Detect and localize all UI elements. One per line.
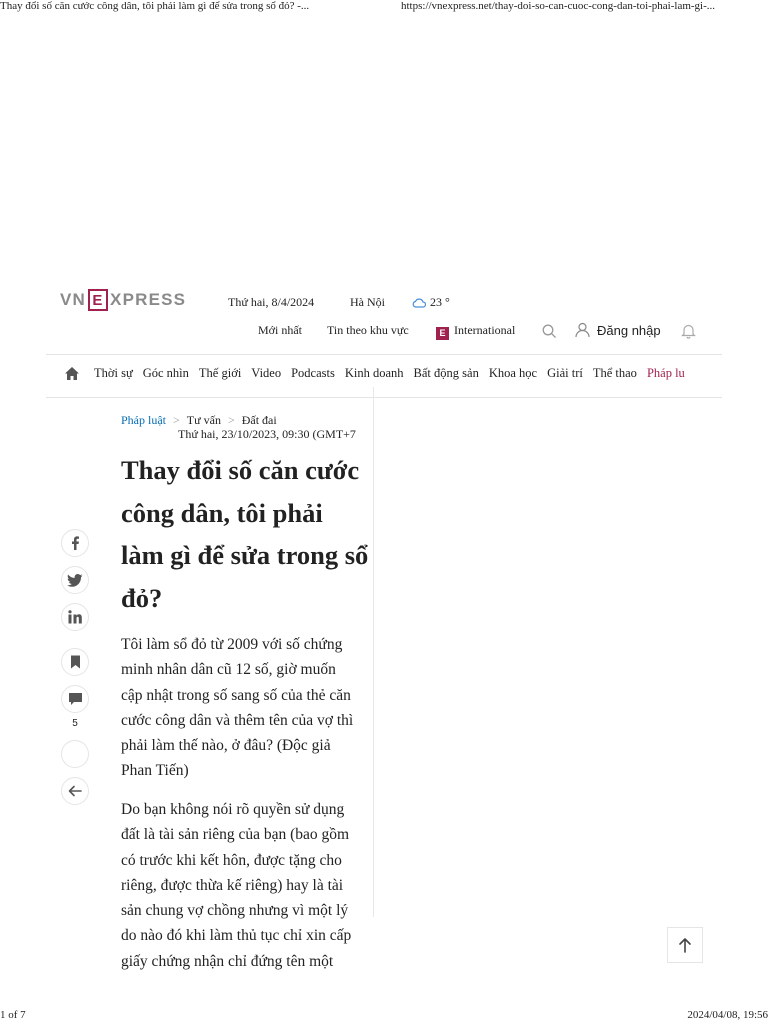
nav-item-the-gioi[interactable]: Thế giới bbox=[198, 366, 242, 380]
bookmark-icon bbox=[70, 655, 81, 669]
bookmark-button[interactable] bbox=[61, 648, 89, 676]
breadcrumb-dat-dai[interactable]: Đất đai bbox=[241, 413, 277, 427]
login-button[interactable] bbox=[575, 322, 661, 338]
facebook-icon bbox=[69, 536, 81, 550]
international-badge-icon: E bbox=[436, 327, 449, 340]
international-label: International bbox=[454, 323, 516, 337]
twitter-share-button[interactable] bbox=[61, 566, 89, 594]
article-body: Do bạn không nói rõ quyền sử dụng đất là tài sản riêng của bạn (bao gồm có trước khi kết hôn, được tặng cho riêng, được thừa kế riêng) hay là tài sản chung vợ chồng nhưng vì một lý do nào đó khi làm thủ tục chỉ xin cấp giấy chứng nhận chỉ đứng tên một bbox=[121, 801, 352, 970]
chevron-right-icon: > bbox=[173, 413, 180, 427]
nav-item-phap-luat[interactable]: Pháp lu bbox=[646, 366, 685, 380]
print-timestamp: 2024/04/08, 19:56 bbox=[687, 1009, 768, 1021]
header-date: Thứ hai, 8/4/2024 bbox=[228, 295, 315, 309]
back-to-top-button[interactable] bbox=[667, 927, 703, 963]
print-page-number: 1 of 7 bbox=[0, 1009, 26, 1021]
facebook-share-button[interactable] bbox=[61, 529, 89, 557]
nav-item-giai-tri[interactable]: Giải trí bbox=[547, 366, 583, 380]
print-page-title: Thay đổi số căn cước công dân, tôi phải làm gì để sửa trong sổ đỏ? -... bbox=[0, 0, 310, 12]
login-label: Đăng nhập bbox=[597, 322, 661, 338]
linkedin-icon bbox=[68, 610, 82, 624]
logo-mark: E bbox=[88, 289, 108, 311]
nav-item-goc-nhin[interactable]: Góc nhìn bbox=[142, 366, 189, 380]
bell-icon[interactable] bbox=[681, 323, 696, 344]
logo-text-right: XPRESS bbox=[110, 290, 187, 309]
nav-item-bat-dong-san[interactable]: Bất động sản bbox=[413, 366, 479, 380]
nav-item-podcasts[interactable]: Podcasts bbox=[291, 366, 335, 380]
comment-icon bbox=[68, 692, 83, 706]
nav-item-thoi-su[interactable]: Thời sự bbox=[94, 366, 133, 380]
cloud-icon bbox=[412, 297, 426, 308]
temperature: 23 ° bbox=[430, 295, 450, 309]
chevron-right-icon: > bbox=[227, 413, 235, 427]
nav-bottom-border bbox=[46, 397, 722, 398]
weather[interactable] bbox=[412, 295, 450, 310]
search-icon[interactable] bbox=[542, 324, 557, 344]
nav-item-khoa-hoc[interactable]: Khoa học bbox=[488, 366, 538, 380]
main-nav bbox=[64, 366, 695, 381]
home-icon[interactable] bbox=[64, 366, 80, 381]
blank-share-button[interactable] bbox=[61, 740, 89, 768]
link-regional-news[interactable]: Tin theo khu vực bbox=[327, 323, 409, 337]
article-title: Thay đổi số căn cước công dân, tôi phải làm gì để sửa trong sổ đỏ? bbox=[121, 455, 369, 613]
arrow-left-icon bbox=[68, 785, 82, 797]
header-city[interactable]: Hà Nội bbox=[350, 295, 385, 309]
nav-item-the-thao[interactable]: Thể thao bbox=[592, 366, 637, 380]
article-lead: Tôi làm sổ đỏ từ 2009 với số chứng minh nhân dân cũ 12 số, giờ muốn cập nhật trong số sang số của thẻ căn cước công dân và thêm tên của vợ thì phải làm thế nào, ở đâu? (Độc giả Phan Tiến) bbox=[121, 636, 354, 780]
link-latest[interactable]: Mới nhất bbox=[258, 323, 303, 337]
nav-item-kinh-doanh[interactable]: Kinh doanh bbox=[344, 366, 404, 380]
arrow-up-icon bbox=[678, 937, 692, 953]
breadcrumb bbox=[121, 413, 277, 428]
breadcrumb-phap-luat[interactable]: Pháp luật bbox=[121, 413, 166, 427]
breadcrumb-tu-van[interactable]: Tư vấn bbox=[186, 413, 221, 427]
link-international[interactable] bbox=[436, 323, 515, 340]
comment-button[interactable] bbox=[61, 685, 89, 713]
print-page-url: https://vnexpress.net/thay-doi-so-can-cuoc-cong-dan-toi-phai-lam-gi-... bbox=[401, 0, 716, 12]
comment-count: 5 bbox=[72, 718, 78, 729]
nav-top-border bbox=[46, 354, 722, 355]
column-divider bbox=[373, 387, 374, 917]
user-icon bbox=[575, 322, 590, 338]
nav-item-video[interactable]: Video bbox=[251, 366, 282, 380]
logo-text-left: VN bbox=[60, 290, 87, 309]
article-date: Thứ hai, 23/10/2023, 09:30 (GMT+7 bbox=[178, 427, 356, 441]
back-button[interactable] bbox=[61, 777, 89, 805]
vnexpress-logo[interactable] bbox=[60, 289, 186, 311]
linkedin-share-button[interactable] bbox=[61, 603, 89, 631]
twitter-icon bbox=[67, 574, 83, 587]
